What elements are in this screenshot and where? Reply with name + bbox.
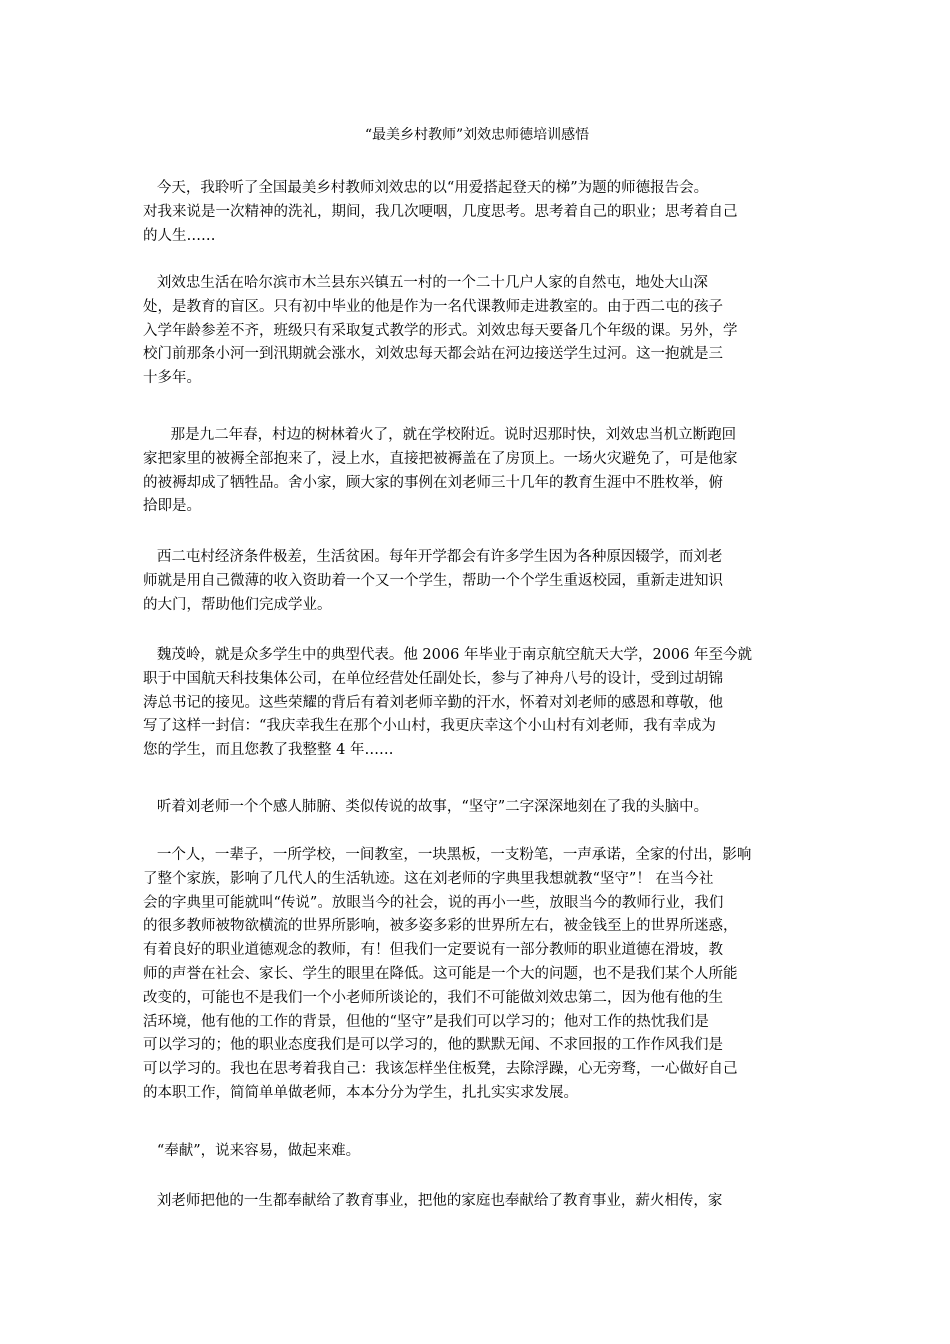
paragraph-line: 职于中国航天科技集体公司，在单位经营处任副处长，参与了神舟八号的设计，受到过胡锦 [143,670,723,687]
paragraph-line: 写了这样一封信：“我庆幸我生在那个小山村，我更庆幸这个小山村有刘老师，我有幸成为 [143,718,716,735]
paragraph-line: 今天，我聆听了全国最美乡村教师刘效忠的以“用爱搭起登天的梯”为题的师德报告会。 [143,180,709,196]
paragraph-line: 十多年。 [143,370,201,387]
paragraph-line: 的人生…… [143,227,216,244]
paragraph-line: 那是九二年春，村边的树林着火了，就在学校附近。说时迟那时快，刘效忠当机立断跑回 [143,427,737,443]
paragraph-line: 校门前那条小河一到汛期就会涨水，刘效忠每天都会站在河边接送学生过河。这一抱就是三 [143,346,723,363]
paragraph-line: 一个人，一辈子，一所学校，一间教室，一块黑板，一支粉笔，一声承诺，全家的付出，影响 [143,847,752,863]
paragraph [143,424,811,519]
paragraph-line: 刘效忠生活在哈尔滨市木兰县东兴镇五一村的一个二十几户人家的自然屯，地处大山深 [143,275,708,291]
paragraph-line: “奉献”，说来容易，做起来难。 [143,1143,361,1159]
paragraph-line: 家把家里的被褥全部抱来了，浸上水，直接把被褥盖在了房顶上。一场火灾避免了，可是他家 [143,450,738,467]
document-title: “最美乡村教师”刘效忠师德培训感悟 [364,127,590,143]
paragraph-line: 处，是教育的盲区。只有初中毕业的他是作为一名代课教师走进教室的。由于西二屯的孩子 [143,298,723,315]
document-page [143,0,811,1344]
paragraph-line: 听着刘老师一个个感人肺腑、类似传说的故事，“坚守”二字深深地刻在了我的头脑中。 [143,799,709,815]
paragraph-line: 的大门，帮助他们完成学业。 [143,596,332,613]
paragraph-line: 刘老师把他的一生都奉献给了教育事业，把他的家庭也奉献给了教育事业，薪火相传，家 [143,1193,723,1209]
paragraph-line: 活环境，他有他的工作的背景，但他的“坚守”是我们可以学习的；他对工作的热忱我们是 [143,1013,709,1030]
paragraph [143,1190,811,1214]
paragraph-line: 师就是用自己微薄的收入资助着一个又一个学生，帮助一个个学生重返校园，重新走进知识 [143,572,723,589]
paragraph-line: 可以学习的；他的职业态度我们是可以学习的，他的默默无闻、不求回报的工作作风我们是 [143,1037,723,1054]
paragraph-line: 师的声誉在社会、家长、学生的眼里在降低。这可能是一个大的问题，也不是我们某个人所能 [143,965,738,982]
paragraph-line: 您的学生，而且您教了我整整 4 年…… [143,742,394,759]
paragraph-line: 对我来说是一次精神的洗礼，期间，我几次哽咽，几度思考。思考着自己的职业；思考着自己 [143,203,738,220]
paragraph-line: 的被褥却成了牺牲品。舍小家，顾大家的事例在刘老师三十几年的教育生涯中不胜枚举，俯 [143,474,723,491]
paragraph [143,1140,811,1164]
paragraph-line: 涛总书记的接见。这些荣耀的背后有着刘老师辛勤的汗水，怀着对刘老师的感恩和尊敬，他 [143,694,723,711]
paragraph-line: 有着良好的职业道德观念的教师，有！但我们一定要说有一部分教师的职业道德在滑坡，教 [143,942,723,959]
paragraph-line: 的很多教师被物欲横流的世界所影响，被多姿多彩的世界所左右，被金钱至上的世界所迷惑， [143,918,738,935]
paragraph [143,796,811,820]
paragraph-line: 改变的，可能也不是我们一个小老师所谈论的，我们不可能做刘效忠第二，因为他有他的生 [143,989,723,1006]
paragraph-line: 会的字典里可能就叫“传说”。放眼当今的社会，说的再小一些，放眼当今的教师行业，我们 [143,894,724,911]
paragraph [143,844,811,1106]
paragraph [143,177,811,248]
paragraph-line: 的本职工作，简简单单做老师，本本分分为学生，扎扎实实求发展。 [143,1084,578,1101]
paragraph-line: 西二屯村经济条件极差，生活贫困。每年开学都会有许多学生因为各种原因辍学，而刘老 [143,549,723,565]
paragraph [143,644,811,763]
paragraph-line: 入学年龄参差不齐，班级只有采取复式教学的形式。刘效忠每天要备几个年级的课。另外，学 [143,322,738,339]
paragraph [143,546,811,617]
paragraph [143,272,811,391]
paragraph-line: 魏茂岭，就是众多学生中的典型代表。他 2006 年毕业于南京航空航天大学，2006 年至今就 [143,647,752,663]
paragraph-line: 了整个家族，影响了几代人的生活轨迹。这在刘老师的字典里我想就教“坚守”！ 在当今社 [143,870,714,887]
paragraph-line: 可以学习的。我也在思考着我自己：我该怎样坐住板凳，去除浮躁，心无旁骛，一心做好自己 [143,1061,738,1078]
paragraph-line: 拾即是。 [143,498,201,515]
